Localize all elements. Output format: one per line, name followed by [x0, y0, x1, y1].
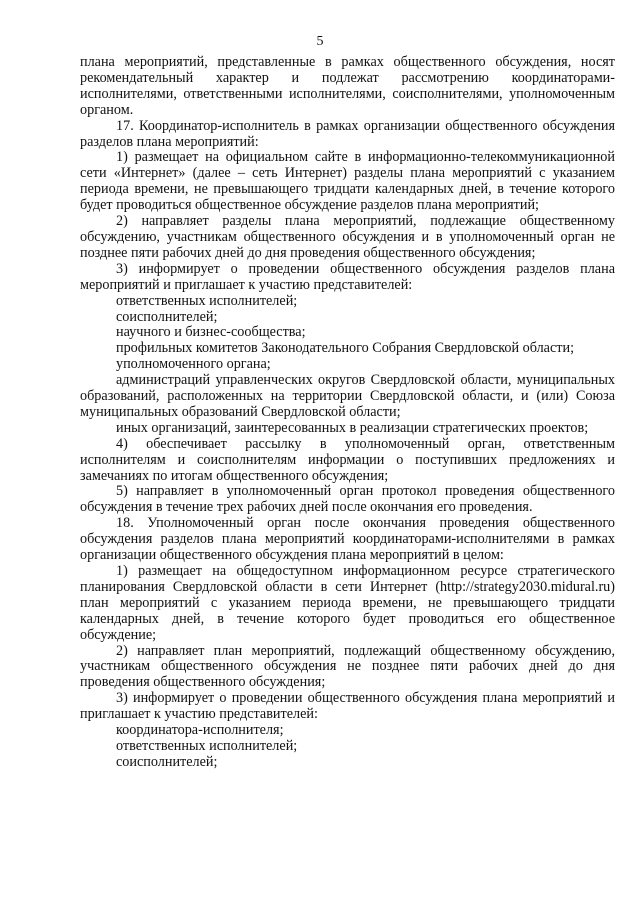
list-item: 2) направляет разделы плана мероприятий, подлежащие общественному обсуждению, участникам общественного обсуждения и в уполномоченный орган не позднее пяти рабочих дней до дня проведения общественного обсуждения;: [80, 213, 615, 261]
list-item: 2) направляет план мероприятий, подлежащий общественному обсуждению, участникам общественного обсуждения не позднее пяти рабочих дней до дня проведения общественного обсуждения;: [80, 642, 615, 691]
list-item: соисполнителей;: [116, 308, 218, 325]
list-item: 3) информирует о проведении общественного обсуждения плана мероприятий и приглашает к участию представителей:: [80, 690, 615, 723]
page-number: 5: [316, 34, 324, 49]
list-item: иных организаций, заинтересованных в реализации стратегических проектов;: [116, 419, 589, 436]
list-item: уполномоченного органа;: [116, 356, 271, 373]
list-item: 4) обеспечивает рассылку в уполномоченный орган, ответственным исполнителям и соисполнителям информации о поступивших предложениях и замечаниях по итогам общественного обсуждения;: [80, 435, 615, 484]
list-item: ответственных исполнителей;: [116, 292, 298, 309]
paragraph: плана мероприятий, представленные в рамках общественного обсуждения, носят рекомендательный характер и подлежат рассмотрению координаторами-исполнителями, ответственными исполнителями, соисполнителями, уполномоченным органом.: [80, 54, 615, 118]
list-item: соисполнителей;: [116, 753, 218, 770]
list-item: профильных комитетов Законодательного Собрания Свердловской области;: [116, 340, 575, 357]
list-item: научного и бизнес-сообщества;: [116, 324, 306, 341]
list-item: 5) направляет в уполномоченный орган протокол проведения общественного обсуждения в течение трех рабочих дней после окончания его проведения.: [80, 483, 615, 516]
list-item: координатора-исполнителя;: [116, 722, 284, 739]
list-item: ответственных исполнителей;: [116, 737, 298, 754]
list-item: 1) размещает на официальном сайте в информационно-телекоммуникационной сети «Интернет» (далее – сеть Интернет) разделы плана мероприятий с указанием периода времени, не превышающего тридцати календарных дней, в течение которого будет проводиться общественное обсуждение разделов плана мероприятий;: [80, 149, 615, 214]
paragraph: 18. Уполномоченный орган после окончания проведения общественного обсуждения разделов плана мероприятий координаторами-исполнителями в рамках организации общественного обсуждения плана мероприятий в целом:: [80, 515, 615, 564]
document-body: [80, 55, 615, 771]
paragraph: 17. Координатор-исполнитель в рамках организации общественного обсуждения разделов плана мероприятий:: [80, 117, 615, 150]
list-item: 1) размещает на общедоступном информационном ресурсе стратегического планирования Свердловской области в сети Интернет (http://strategy2030.midural.ru) план мероприятий с указанием периода времени, не превышающего тридцати календарных дней, в течение которого будет проводиться его общественное обсуждение;: [80, 563, 615, 643]
list-item: 3) информирует о проведении общественного обсуждения разделов плана мероприятий и приглашает к участию представителей:: [80, 260, 615, 293]
list-item: администраций управленческих округов Свердловской области, муниципальных образований, расположенных на территории Свердловской области, и (или) Союза муниципальных образований Свердловской области;: [80, 372, 615, 420]
